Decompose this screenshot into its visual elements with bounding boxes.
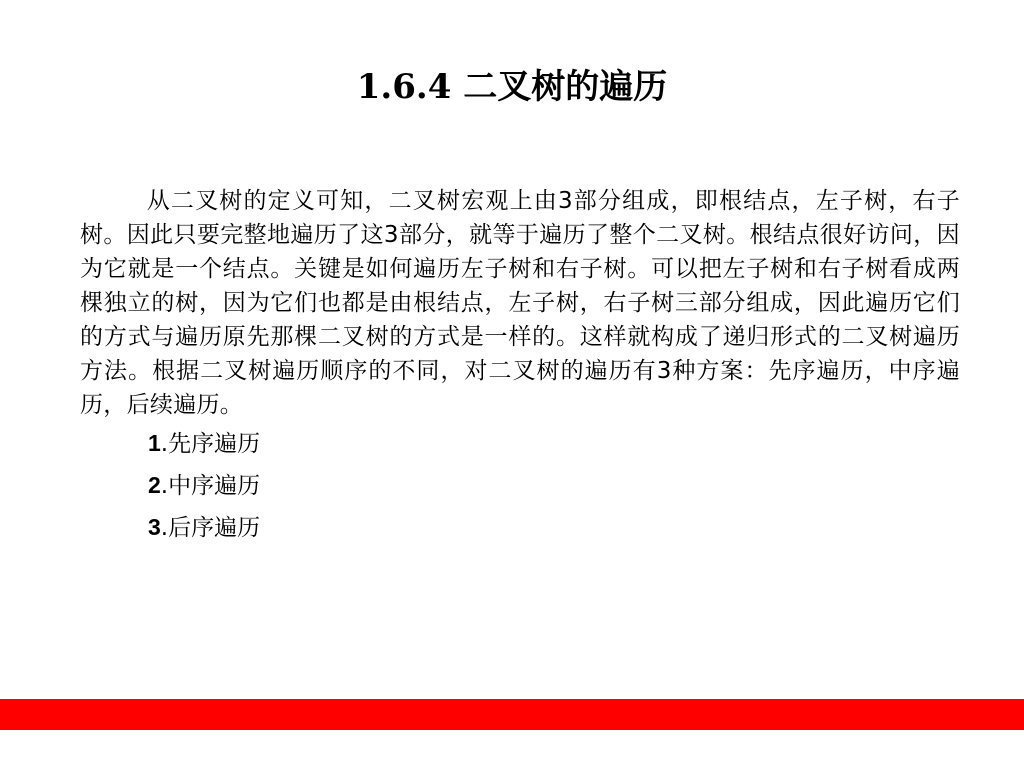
traversal-list — [80, 426, 960, 545]
list-item-text: 后序遍历 — [168, 515, 261, 541]
list-item-number: 3 — [148, 514, 161, 540]
body-paragraph: 从二叉树的定义可知，二叉树宏观上由3部分组成，即根结点，左子树，右子树。因此只要完整地遍历了这3部分，就等于遍历了整个二叉树。根结点很好访问，因为它就是一个结点。关键是如何遍历左子树和右子树。可以把左子树和右子树看成两棵独立的树，因为它们也都是由根结点，左子树，右子树三部分组成，因此遍历它们的方式与遍历原先那棵二叉树的方式是一样的。这样就构成了递归形式的二叉树遍历方法。根据二叉树遍历顺序的不同，对二叉树的遍历有3种方案：先序遍历，中序遍历，后续遍历。 — [80, 188, 960, 418]
slide-title: 1.6.4 二叉树的遍历 — [356, 67, 668, 107]
list-item-number: 2 — [148, 472, 161, 498]
list-item-separator: . — [160, 431, 169, 457]
bottom-red-bar — [0, 699, 1024, 730]
list-item — [148, 510, 960, 545]
list-item-number: 1 — [148, 430, 161, 456]
slide-body — [80, 184, 960, 552]
list-item — [148, 468, 960, 503]
list-item — [148, 426, 960, 461]
list-item-separator: . — [160, 473, 169, 499]
list-item-text: 中序遍历 — [168, 473, 261, 499]
list-item-separator: . — [160, 515, 169, 541]
list-item-text: 先序遍历 — [168, 431, 261, 457]
